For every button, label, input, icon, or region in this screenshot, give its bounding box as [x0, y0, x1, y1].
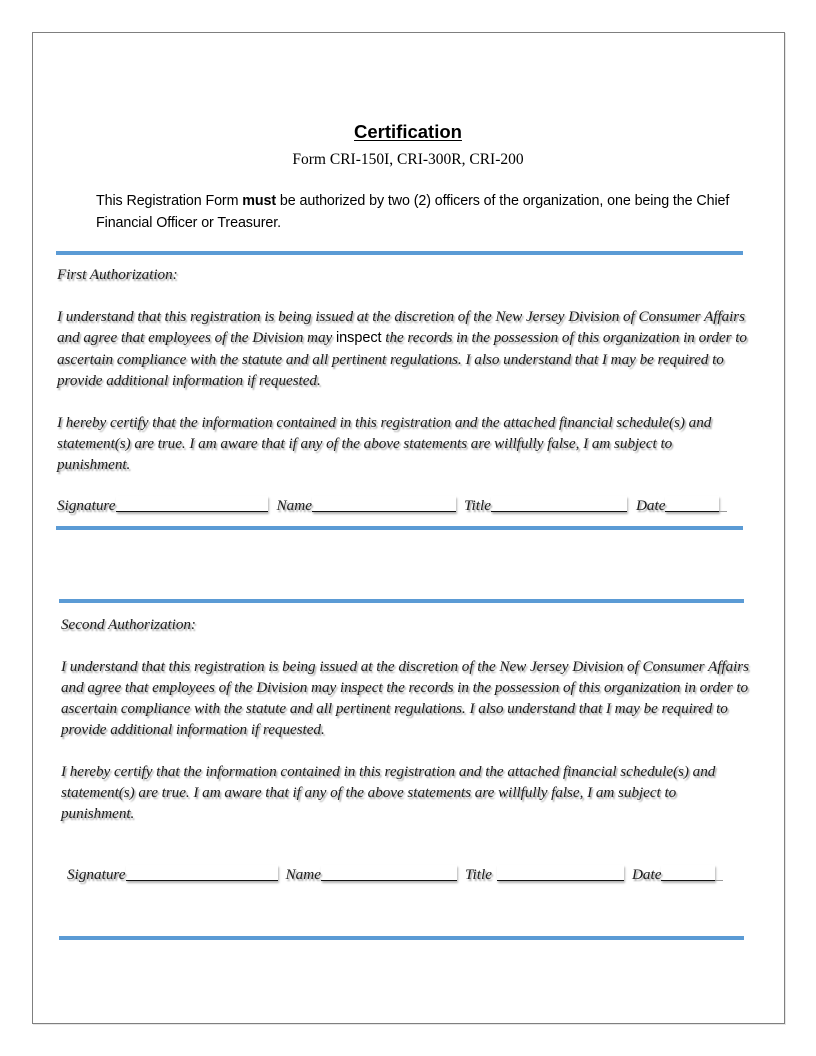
signature-blank[interactable]: [126, 865, 278, 881]
second-authorization-paragraph-2: I hereby certify that the information contained in this registration and the attached financial schedule(s) and statement(s) are true. I am aware that if any of the above statements are willfully false, I am subject to punishment.: [61, 763, 716, 822]
title-blank[interactable]: [491, 496, 627, 512]
signature-label: Signature: [67, 866, 126, 883]
first-authorization-paragraph-2: I hereby certify that the information contained in this registration and the attached financial schedule(s) and statement(s) are true. I am aware that if any of the above statements are willfully false, I am subject to punishment.: [57, 414, 712, 473]
divider-first-top: [56, 251, 743, 255]
name-blank[interactable]: [312, 496, 456, 512]
first-para1-start: I understand that this registration is being issued at the discretion of the New Jersey Division of Consumer Affairs and agree that employees of the Division may: [57, 308, 746, 346]
first-title-field[interactable]: [464, 494, 627, 515]
intro-text-end: be authorized by two (2) officers of the organization, one being the Chief Financial Officer or Treasurer.: [96, 193, 730, 231]
name-blank[interactable]: [321, 865, 457, 881]
first-para1-inspect: inspect: [335, 330, 382, 346]
first-name-field[interactable]: [277, 494, 456, 515]
intro-text-start: This Registration Form: [96, 193, 243, 209]
title-blank[interactable]: [497, 865, 624, 881]
first-authorization-paragraph-1: [57, 306, 747, 391]
date-blank[interactable]: [661, 865, 715, 881]
date-blank-tail: [715, 865, 723, 881]
name-label: Name: [285, 866, 321, 883]
intro-emphasis: must: [242, 193, 277, 209]
date-label: Date: [631, 866, 662, 883]
second-signature-row: [67, 863, 723, 884]
first-authorization-section: [57, 264, 747, 475]
date-blank-tail: [719, 496, 727, 512]
signature-label: Signature: [57, 497, 116, 514]
first-signature-row: [57, 494, 727, 515]
name-label: Name: [276, 497, 312, 514]
second-authorization-paragraph-1: I understand that this registration is being issued at the discretion of the New Jersey Division of Consumer Affairs and agree that employees of the Division may inspect the records in the possession of this organization in order to ascertain compliance with the statute and all pertinent regulations. I also understand that I may be required to provide additional information if requested.: [61, 658, 750, 738]
date-label: Date: [635, 497, 666, 514]
intro-text: [96, 190, 736, 234]
divider-second-top: [59, 599, 744, 603]
form-numbers: Form CRI-150I, CRI-300R, CRI-200: [292, 151, 524, 168]
first-para1-end: the records in the possession of this organization in order to ascertain compliance with the statute and all pertinent regulations. I also understand that I may be required to provide additional information if requested.: [57, 329, 747, 389]
second-date-field[interactable]: [632, 863, 724, 884]
first-signature-field[interactable]: [57, 494, 268, 515]
divider-first-bottom: [56, 526, 743, 530]
title-label: Title: [463, 497, 491, 514]
second-authorization-section: [61, 614, 751, 824]
second-name-field[interactable]: [286, 863, 457, 884]
first-authorization-heading: First Authorization:: [57, 266, 178, 283]
second-title-field[interactable]: [465, 863, 624, 884]
second-signature-field[interactable]: [67, 863, 278, 884]
first-date-field[interactable]: [636, 494, 728, 515]
second-authorization-heading: Second Authorization:: [61, 616, 196, 633]
title-label: Title: [464, 866, 492, 883]
signature-blank[interactable]: [116, 496, 268, 512]
page-title: Certification: [354, 121, 462, 142]
divider-second-bottom: [59, 936, 744, 940]
date-blank[interactable]: [665, 496, 719, 512]
